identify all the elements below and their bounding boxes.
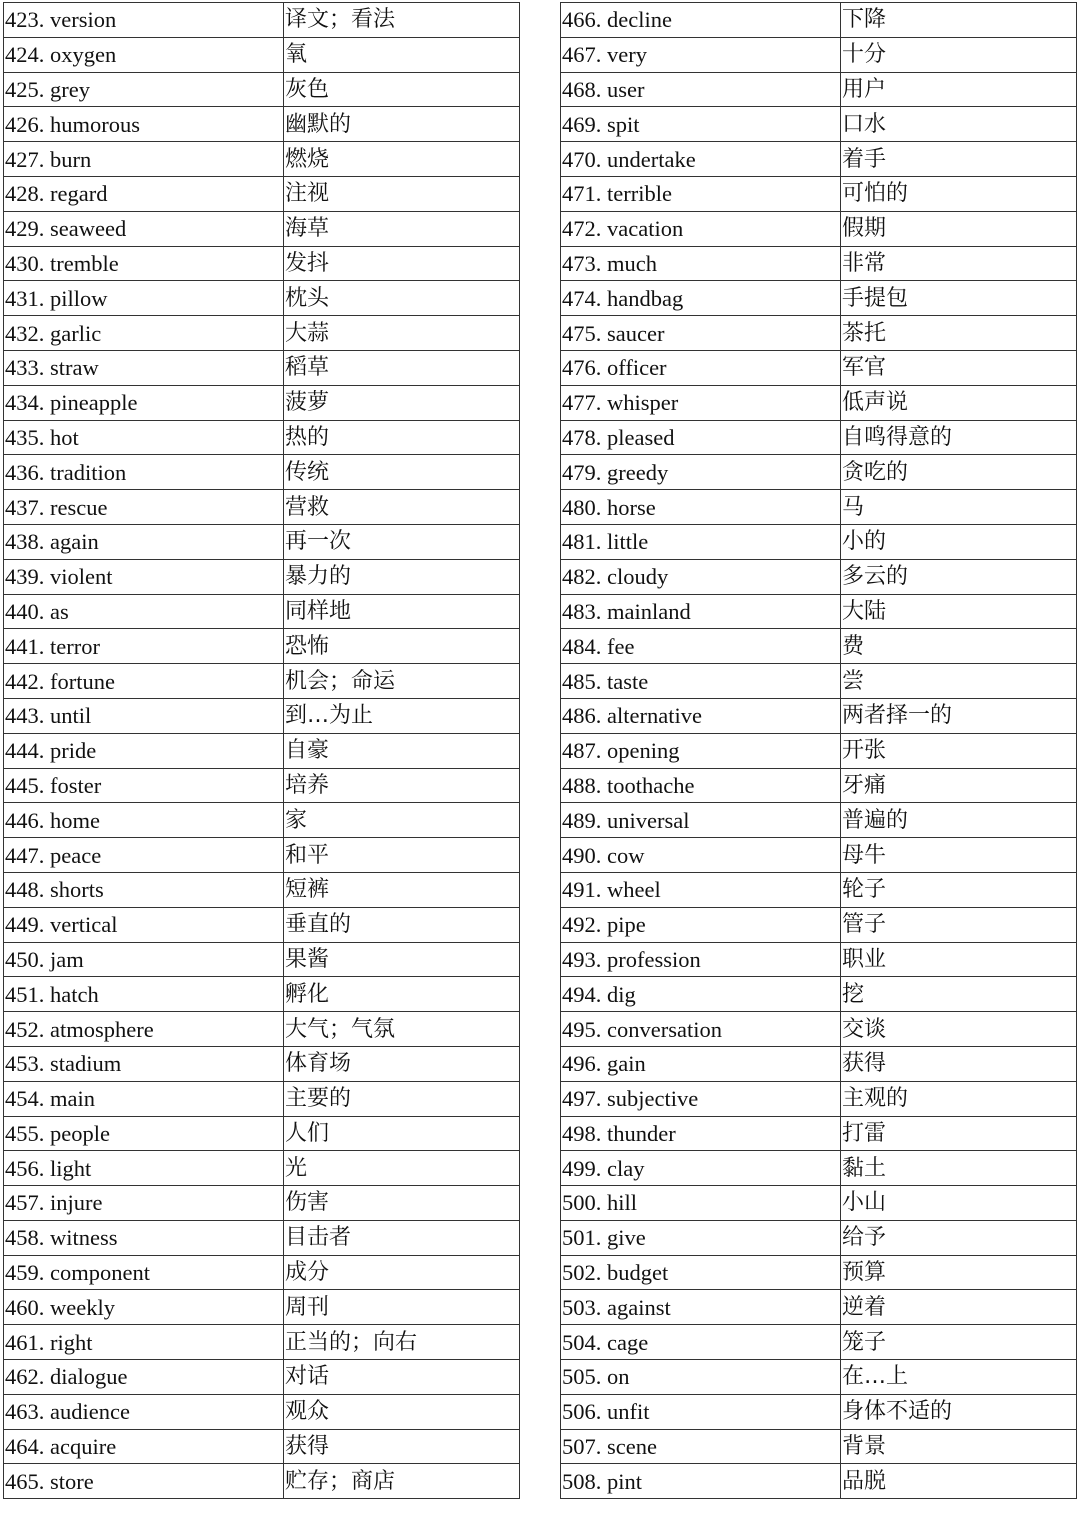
vocab-row xyxy=(561,246,1077,281)
english-word: 507. scene xyxy=(561,1429,841,1464)
english-word: 474. handbag xyxy=(561,281,841,316)
chinese-meaning: 母牛 xyxy=(841,838,1077,873)
english-word: 466. decline xyxy=(561,3,841,38)
english-word: 471. terrible xyxy=(561,176,841,211)
chinese-meaning: 大蒜 xyxy=(284,316,520,351)
chinese-meaning: 口水 xyxy=(841,107,1077,142)
vocab-row xyxy=(4,977,520,1012)
english-word: 430. tremble xyxy=(4,246,284,281)
english-word: 488. toothache xyxy=(561,768,841,803)
chinese-meaning: 注视 xyxy=(284,176,520,211)
english-word: 486. alternative xyxy=(561,698,841,733)
english-word: 485. taste xyxy=(561,664,841,699)
english-word: 487. opening xyxy=(561,733,841,768)
chinese-meaning: 再一次 xyxy=(284,524,520,559)
vocab-row xyxy=(561,1116,1077,1151)
english-word: 467. very xyxy=(561,37,841,72)
chinese-meaning: 光 xyxy=(284,1151,520,1186)
chinese-meaning: 可怕的 xyxy=(841,176,1077,211)
english-word: 505. on xyxy=(561,1360,841,1395)
vocab-row xyxy=(561,107,1077,142)
chinese-meaning: 十分 xyxy=(841,37,1077,72)
chinese-meaning: 家 xyxy=(284,803,520,838)
vocab-row xyxy=(561,281,1077,316)
chinese-meaning: 海草 xyxy=(284,211,520,246)
chinese-meaning: 枕头 xyxy=(284,281,520,316)
chinese-meaning: 成分 xyxy=(284,1255,520,1290)
vocab-row xyxy=(4,1046,520,1081)
vocab-row xyxy=(561,1255,1077,1290)
chinese-meaning: 低声说 xyxy=(841,385,1077,420)
english-word: 454. main xyxy=(4,1081,284,1116)
english-word: 459. component xyxy=(4,1255,284,1290)
chinese-meaning: 轮子 xyxy=(841,872,1077,907)
chinese-meaning: 假期 xyxy=(841,211,1077,246)
english-word: 423. version xyxy=(4,3,284,38)
english-word: 477. whisper xyxy=(561,385,841,420)
vocab-row xyxy=(561,490,1077,525)
chinese-meaning: 主观的 xyxy=(841,1081,1077,1116)
english-word: 429. seaweed xyxy=(4,211,284,246)
chinese-meaning: 小的 xyxy=(841,524,1077,559)
vocab-row xyxy=(4,350,520,385)
vocab-row xyxy=(561,420,1077,455)
chinese-meaning: 背景 xyxy=(841,1429,1077,1464)
chinese-meaning: 到…为止 xyxy=(284,698,520,733)
english-word: 431. pillow xyxy=(4,281,284,316)
english-word: 444. pride xyxy=(4,733,284,768)
chinese-meaning: 同样地 xyxy=(284,594,520,629)
english-word: 426. humorous xyxy=(4,107,284,142)
chinese-meaning: 对话 xyxy=(284,1360,520,1395)
chinese-meaning: 马 xyxy=(841,490,1077,525)
chinese-meaning: 管子 xyxy=(841,907,1077,942)
chinese-meaning: 给予 xyxy=(841,1220,1077,1255)
vocab-row xyxy=(4,37,520,72)
vocab-row xyxy=(4,490,520,525)
chinese-meaning: 牙痛 xyxy=(841,768,1077,803)
english-word: 449. vertical xyxy=(4,907,284,942)
vocab-row xyxy=(561,72,1077,107)
chinese-meaning: 菠萝 xyxy=(284,385,520,420)
english-word: 440. as xyxy=(4,594,284,629)
english-word: 451. hatch xyxy=(4,977,284,1012)
vocab-row xyxy=(4,176,520,211)
vocab-row xyxy=(4,872,520,907)
vocab-row xyxy=(561,942,1077,977)
chinese-meaning: 职业 xyxy=(841,942,1077,977)
chinese-meaning: 大气；气氛 xyxy=(284,1012,520,1047)
english-word: 458. witness xyxy=(4,1220,284,1255)
english-word: 490. cow xyxy=(561,838,841,873)
vocab-row xyxy=(4,1464,520,1499)
vocab-row xyxy=(561,1429,1077,1464)
chinese-meaning: 下降 xyxy=(841,3,1077,38)
english-word: 439. violent xyxy=(4,559,284,594)
english-word: 498. thunder xyxy=(561,1116,841,1151)
english-word: 432. garlic xyxy=(4,316,284,351)
vocab-row xyxy=(4,1012,520,1047)
vocab-row xyxy=(4,1081,520,1116)
chinese-meaning: 主要的 xyxy=(284,1081,520,1116)
chinese-meaning: 尝 xyxy=(841,664,1077,699)
english-word: 433. straw xyxy=(4,350,284,385)
vocab-row xyxy=(4,107,520,142)
english-word: 461. right xyxy=(4,1325,284,1360)
english-word: 495. conversation xyxy=(561,1012,841,1047)
vocab-row xyxy=(4,455,520,490)
chinese-meaning: 传统 xyxy=(284,455,520,490)
chinese-meaning: 大陆 xyxy=(841,594,1077,629)
chinese-meaning: 恐怖 xyxy=(284,629,520,664)
vocab-row xyxy=(561,1220,1077,1255)
chinese-meaning: 开张 xyxy=(841,733,1077,768)
vocab-row xyxy=(4,1290,520,1325)
english-word: 445. foster xyxy=(4,768,284,803)
chinese-meaning: 两者择一的 xyxy=(841,698,1077,733)
vocab-row xyxy=(4,1325,520,1360)
vocab-row xyxy=(4,907,520,942)
chinese-meaning: 正当的；向右 xyxy=(284,1325,520,1360)
english-word: 443. until xyxy=(4,698,284,733)
vocab-row xyxy=(561,872,1077,907)
english-word: 441. terror xyxy=(4,629,284,664)
chinese-meaning: 自豪 xyxy=(284,733,520,768)
chinese-meaning: 孵化 xyxy=(284,977,520,1012)
english-word: 468. user xyxy=(561,72,841,107)
vocab-row xyxy=(561,176,1077,211)
chinese-meaning: 燃烧 xyxy=(284,142,520,177)
english-word: 473. much xyxy=(561,246,841,281)
english-word: 447. peace xyxy=(4,838,284,873)
vocab-row xyxy=(4,1220,520,1255)
vocab-row xyxy=(4,698,520,733)
chinese-meaning: 手提包 xyxy=(841,281,1077,316)
vocab-row xyxy=(4,559,520,594)
english-word: 436. tradition xyxy=(4,455,284,490)
vocab-row xyxy=(561,37,1077,72)
english-word: 481. little xyxy=(561,524,841,559)
english-word: 464. acquire xyxy=(4,1429,284,1464)
vocab-row xyxy=(561,211,1077,246)
vocab-row xyxy=(561,3,1077,38)
vocab-row xyxy=(561,1290,1077,1325)
chinese-meaning: 贮存；商店 xyxy=(284,1464,520,1499)
chinese-meaning: 热的 xyxy=(284,420,520,455)
chinese-meaning: 观众 xyxy=(284,1394,520,1429)
chinese-meaning: 普遍的 xyxy=(841,803,1077,838)
english-word: 450. jam xyxy=(4,942,284,977)
vocab-row xyxy=(561,977,1077,1012)
chinese-meaning: 挖 xyxy=(841,977,1077,1012)
english-word: 452. atmosphere xyxy=(4,1012,284,1047)
english-word: 470. undertake xyxy=(561,142,841,177)
english-word: 483. mainland xyxy=(561,594,841,629)
vocab-row xyxy=(4,524,520,559)
vocab-row xyxy=(4,385,520,420)
english-word: 480. horse xyxy=(561,490,841,525)
vocab-row xyxy=(4,316,520,351)
chinese-meaning: 人们 xyxy=(284,1116,520,1151)
vocab-row xyxy=(4,594,520,629)
english-word: 476. officer xyxy=(561,350,841,385)
english-word: 489. universal xyxy=(561,803,841,838)
english-word: 501. give xyxy=(561,1220,841,1255)
chinese-meaning: 用户 xyxy=(841,72,1077,107)
vocab-row xyxy=(561,385,1077,420)
vocab-row xyxy=(561,803,1077,838)
english-word: 446. home xyxy=(4,803,284,838)
chinese-meaning: 培养 xyxy=(284,768,520,803)
vocab-row xyxy=(561,1012,1077,1047)
english-word: 475. saucer xyxy=(561,316,841,351)
chinese-meaning: 小山 xyxy=(841,1186,1077,1221)
vocab-row xyxy=(561,907,1077,942)
english-word: 448. shorts xyxy=(4,872,284,907)
vocab-row xyxy=(561,559,1077,594)
vocab-row xyxy=(4,768,520,803)
english-word: 492. pipe xyxy=(561,907,841,942)
vocab-row xyxy=(4,1360,520,1395)
english-word: 478. pleased xyxy=(561,420,841,455)
vocab-row xyxy=(561,524,1077,559)
vocab-row xyxy=(4,1394,520,1429)
english-word: 455. people xyxy=(4,1116,284,1151)
chinese-meaning: 茶托 xyxy=(841,316,1077,351)
chinese-meaning: 获得 xyxy=(841,1046,1077,1081)
chinese-meaning: 短裤 xyxy=(284,872,520,907)
english-word: 428. regard xyxy=(4,176,284,211)
english-word: 484. fee xyxy=(561,629,841,664)
chinese-meaning: 获得 xyxy=(284,1429,520,1464)
chinese-meaning: 氧 xyxy=(284,37,520,72)
vocab-row xyxy=(561,455,1077,490)
vocab-row xyxy=(561,1325,1077,1360)
chinese-meaning: 身体不适的 xyxy=(841,1394,1077,1429)
english-word: 456. light xyxy=(4,1151,284,1186)
vocab-row xyxy=(4,420,520,455)
chinese-meaning: 着手 xyxy=(841,142,1077,177)
vocab-row xyxy=(4,664,520,699)
vocab-row xyxy=(561,316,1077,351)
english-word: 463. audience xyxy=(4,1394,284,1429)
chinese-meaning: 费 xyxy=(841,629,1077,664)
chinese-meaning: 发抖 xyxy=(284,246,520,281)
chinese-meaning: 译文；看法 xyxy=(284,3,520,38)
chinese-meaning: 机会；命运 xyxy=(284,664,520,699)
chinese-meaning: 幽默的 xyxy=(284,107,520,142)
vocab-row xyxy=(561,142,1077,177)
chinese-meaning: 自鸣得意的 xyxy=(841,420,1077,455)
english-word: 438. again xyxy=(4,524,284,559)
english-word: 493. profession xyxy=(561,942,841,977)
vocab-row xyxy=(561,733,1077,768)
chinese-meaning: 笼子 xyxy=(841,1325,1077,1360)
chinese-meaning: 非常 xyxy=(841,246,1077,281)
vocab-row xyxy=(4,142,520,177)
english-word: 494. dig xyxy=(561,977,841,1012)
english-word: 437. rescue xyxy=(4,490,284,525)
vocab-row xyxy=(4,246,520,281)
english-word: 482. cloudy xyxy=(561,559,841,594)
english-word: 435. hot xyxy=(4,420,284,455)
vocabulary-table-right xyxy=(560,2,1077,1499)
chinese-meaning: 营救 xyxy=(284,490,520,525)
english-word: 425. grey xyxy=(4,72,284,107)
chinese-meaning: 稻草 xyxy=(284,350,520,385)
vocab-row xyxy=(4,1186,520,1221)
vocab-row xyxy=(561,594,1077,629)
vocab-row xyxy=(561,1046,1077,1081)
chinese-meaning: 贪吃的 xyxy=(841,455,1077,490)
vocab-row xyxy=(561,1394,1077,1429)
english-word: 453. stadium xyxy=(4,1046,284,1081)
vocab-row xyxy=(4,629,520,664)
vocab-row xyxy=(561,768,1077,803)
english-word: 502. budget xyxy=(561,1255,841,1290)
english-word: 508. pint xyxy=(561,1464,841,1499)
vocab-row xyxy=(561,629,1077,664)
english-word: 506. unfit xyxy=(561,1394,841,1429)
english-word: 504. cage xyxy=(561,1325,841,1360)
chinese-meaning: 交谈 xyxy=(841,1012,1077,1047)
english-word: 442. fortune xyxy=(4,664,284,699)
vocab-row xyxy=(4,1151,520,1186)
chinese-meaning: 暴力的 xyxy=(284,559,520,594)
english-word: 479. greedy xyxy=(561,455,841,490)
english-word: 462. dialogue xyxy=(4,1360,284,1395)
vocab-row xyxy=(4,281,520,316)
chinese-meaning: 目击者 xyxy=(284,1220,520,1255)
chinese-meaning: 果酱 xyxy=(284,942,520,977)
english-word: 434. pineapple xyxy=(4,385,284,420)
vocab-row xyxy=(4,942,520,977)
english-word: 460. weekly xyxy=(4,1290,284,1325)
vocab-row xyxy=(4,1429,520,1464)
english-word: 499. clay xyxy=(561,1151,841,1186)
vocab-row xyxy=(561,1464,1077,1499)
vocab-row xyxy=(4,1255,520,1290)
chinese-meaning: 逆着 xyxy=(841,1290,1077,1325)
chinese-meaning: 周刊 xyxy=(284,1290,520,1325)
vocab-row xyxy=(561,698,1077,733)
english-word: 469. spit xyxy=(561,107,841,142)
chinese-meaning: 黏土 xyxy=(841,1151,1077,1186)
english-word: 491. wheel xyxy=(561,872,841,907)
vocab-row xyxy=(4,733,520,768)
chinese-meaning: 伤害 xyxy=(284,1186,520,1221)
english-word: 472. vacation xyxy=(561,211,841,246)
chinese-meaning: 体育场 xyxy=(284,1046,520,1081)
vocabulary-table-left xyxy=(3,2,520,1499)
english-word: 457. injure xyxy=(4,1186,284,1221)
english-word: 503. against xyxy=(561,1290,841,1325)
vocab-row xyxy=(561,1151,1077,1186)
vocab-row xyxy=(561,664,1077,699)
chinese-meaning: 打雷 xyxy=(841,1116,1077,1151)
vocab-row xyxy=(4,3,520,38)
chinese-meaning: 预算 xyxy=(841,1255,1077,1290)
vocab-row xyxy=(561,1081,1077,1116)
vocab-row xyxy=(4,1116,520,1151)
chinese-meaning: 军官 xyxy=(841,350,1077,385)
english-word: 424. oxygen xyxy=(4,37,284,72)
chinese-meaning: 多云的 xyxy=(841,559,1077,594)
vocab-row xyxy=(561,838,1077,873)
chinese-meaning: 垂直的 xyxy=(284,907,520,942)
english-word: 496. gain xyxy=(561,1046,841,1081)
vocab-row xyxy=(4,838,520,873)
vocab-row xyxy=(561,1186,1077,1221)
english-word: 427. burn xyxy=(4,142,284,177)
chinese-meaning: 品脱 xyxy=(841,1464,1077,1499)
vocab-row xyxy=(561,1360,1077,1395)
vocab-row xyxy=(4,803,520,838)
chinese-meaning: 和平 xyxy=(284,838,520,873)
vocab-row xyxy=(4,211,520,246)
vocab-row xyxy=(4,72,520,107)
chinese-meaning: 在…上 xyxy=(841,1360,1077,1395)
english-word: 500. hill xyxy=(561,1186,841,1221)
vocab-row xyxy=(561,350,1077,385)
english-word: 465. store xyxy=(4,1464,284,1499)
english-word: 497. subjective xyxy=(561,1081,841,1116)
chinese-meaning: 灰色 xyxy=(284,72,520,107)
